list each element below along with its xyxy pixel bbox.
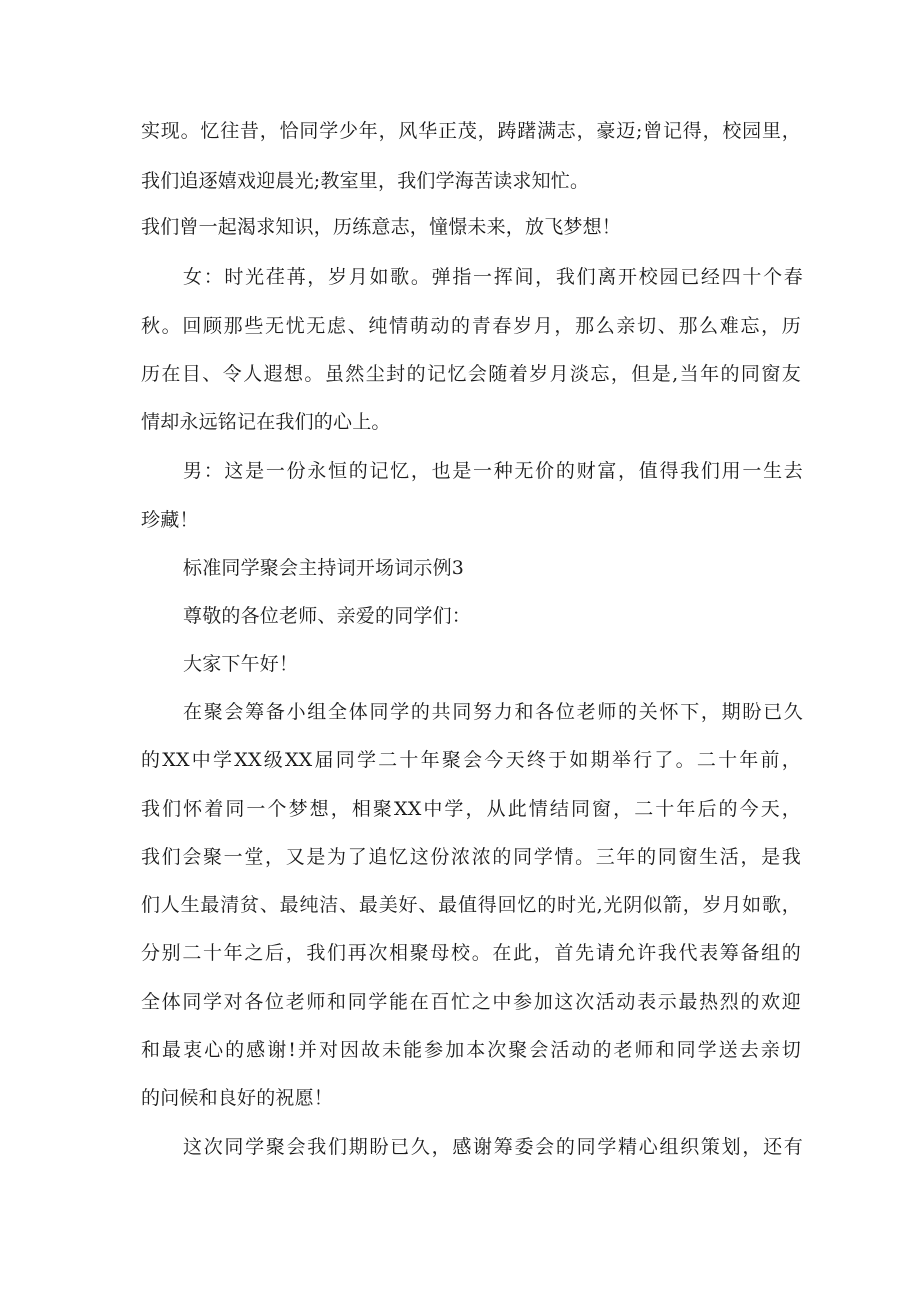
greeting: 大家下午好！ <box>183 653 299 675</box>
text-line: 珍藏！ <box>141 509 199 531</box>
text-line: 男：这是一份永恒的记忆，也是一种无价的财富，值得我们用一生去 <box>183 460 803 482</box>
text-line: 在聚会筹备小组全体同学的共同努力和各位老师的关怀下，期盼已久 <box>183 701 803 723</box>
text-line: 实现。忆往昔，恰同学少年，风华正茂，踌躇满志，豪迈;曾记得，校园里， <box>141 120 801 142</box>
text-line: 我们会聚一堂，又是为了追忆这份浓浓的同学情。三年的同窗生活，是我 <box>141 846 801 868</box>
text-line: 情却永远铭记在我们的心上。 <box>141 411 391 433</box>
text-line: 全体同学对各位老师和同学能在百忙之中参加这次活动表示最热烈的欢迎 <box>141 991 801 1013</box>
text-line: 女：时光荏苒，岁月如歌。弹指一挥间，我们离开校园已经四十个春 <box>183 266 803 288</box>
text-line: 和最衷心的感谢!并对因故未能参加本次聚会活动的老师和同学送去亲切 <box>141 1039 801 1061</box>
salutation: 尊敬的各位老师、亲爱的同学们： <box>183 605 472 627</box>
text-line: 我们曾一起渴求知识，历练意志，憧憬未来，放飞梦想！ <box>141 216 622 238</box>
text-line: 历在目、令人遐想。虽然尘封的记忆会随着岁月淡忘，但是,当年的同窗友 <box>141 363 801 385</box>
text-line: 的XX中学XX级XX届同学二十年聚会今天终于如期举行了。二十年前， <box>141 749 801 771</box>
text-line: 秋。回顾那些无忧无虑、纯情萌动的青春岁月，那么亲切、那么难忘，历 <box>141 315 801 337</box>
text-line: 分别二十年之后，我们再次相聚母校。在此，首先请允许我代表筹备组的 <box>141 942 801 964</box>
text-line: 我们怀着同一个梦想，相聚XX中学，从此情结同窗，二十年后的今天， <box>141 798 801 820</box>
section-heading: 标准同学聚会主持词开场词示例3 <box>183 557 465 579</box>
text-line: 我们追逐嬉戏迎晨光;教室里，我们学海苦读求知忙。 <box>141 170 590 192</box>
text-line: 这次同学聚会我们期盼已久，感谢筹委会的同学精心组织策划，还有 <box>183 1136 803 1158</box>
text-line: 们人生最清贫、最纯洁、最美好、最值得回忆的时光,光阴似箭，岁月如歌， <box>141 894 801 916</box>
text-line: 的问候和良好的祝愿！ <box>141 1087 334 1109</box>
